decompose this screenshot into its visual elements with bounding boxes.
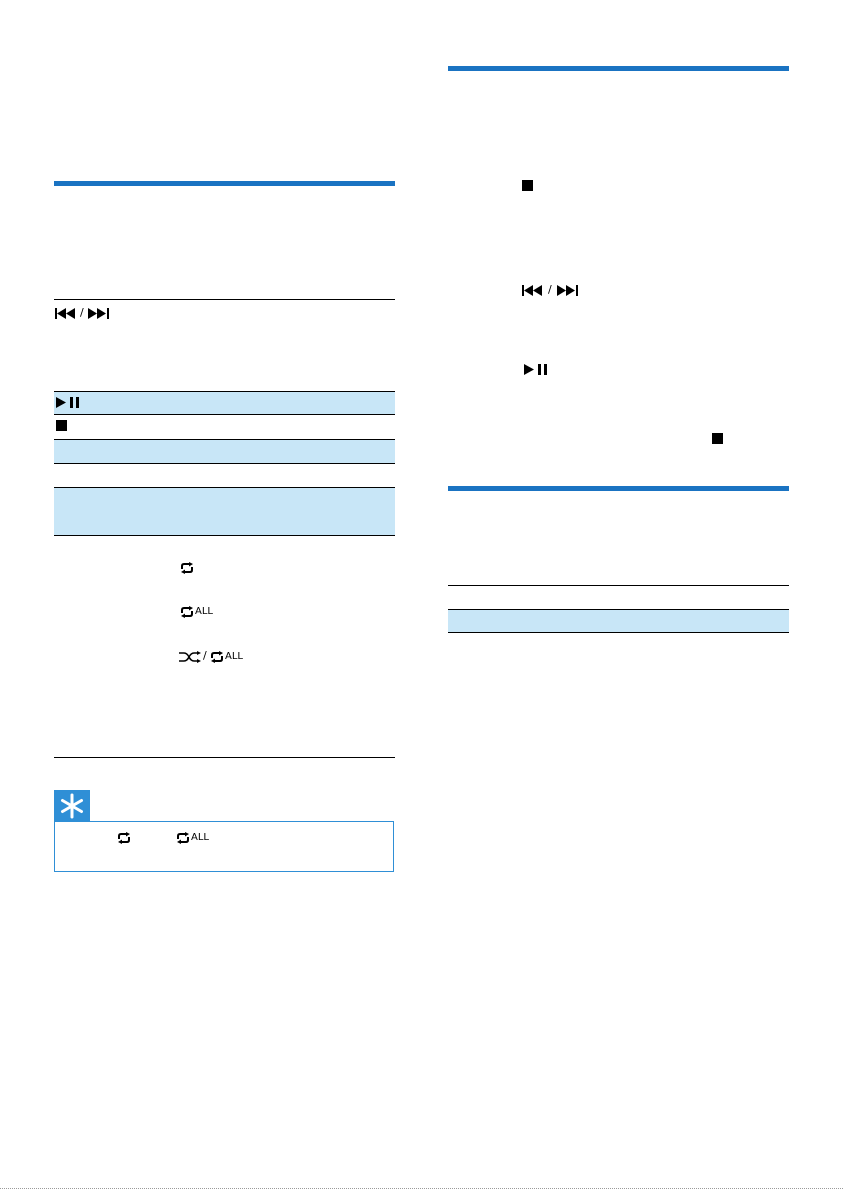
slash-separator: / bbox=[203, 649, 207, 662]
small-table-bottom-line bbox=[448, 632, 789, 633]
slash-separator: / bbox=[80, 306, 84, 319]
tip-box bbox=[54, 821, 394, 872]
section-rule-right-top bbox=[448, 66, 789, 71]
skip-next-icon bbox=[88, 308, 110, 319]
play-pause-icon bbox=[524, 364, 548, 375]
table-line bbox=[54, 463, 395, 464]
table-bottom-line bbox=[54, 757, 395, 758]
table-line bbox=[54, 391, 395, 392]
repeat-icon bbox=[179, 562, 195, 574]
section-rule-right-bottom bbox=[448, 486, 789, 491]
repeat-all-icon bbox=[209, 651, 225, 663]
tip-repeat-all-label: ALL bbox=[191, 832, 209, 843]
small-table-top-line bbox=[448, 585, 789, 586]
asterisk-icon bbox=[54, 790, 90, 822]
stop-icon bbox=[522, 180, 533, 191]
repeat-all-icon bbox=[175, 832, 191, 844]
repeat-all-label: ALL bbox=[195, 606, 213, 617]
play-pause-icon bbox=[56, 397, 80, 408]
skip-previous-icon bbox=[522, 285, 544, 296]
repeat-all-icon bbox=[179, 606, 195, 618]
repeat-icon bbox=[116, 832, 132, 844]
section-rule-left bbox=[54, 181, 395, 186]
table-top-line bbox=[54, 299, 395, 300]
table-row-blank bbox=[54, 488, 395, 535]
shuffle-icon bbox=[179, 651, 201, 663]
table-line bbox=[54, 439, 395, 440]
shuffle-repeat-all-label: ALL bbox=[225, 651, 243, 662]
stop-icon bbox=[56, 420, 67, 431]
table-row-play-pause bbox=[54, 391, 395, 414]
page-bottom-border bbox=[0, 1188, 843, 1189]
skip-next-icon bbox=[557, 285, 579, 296]
table-row-blank bbox=[54, 440, 395, 463]
table-line bbox=[54, 414, 395, 415]
small-table-row-shaded bbox=[448, 610, 789, 632]
small-table-line bbox=[448, 609, 789, 610]
stop-icon bbox=[712, 433, 723, 444]
slash-separator: / bbox=[548, 283, 552, 296]
tip-badge bbox=[54, 790, 90, 822]
table-line bbox=[54, 535, 395, 536]
skip-previous-icon bbox=[55, 308, 77, 319]
